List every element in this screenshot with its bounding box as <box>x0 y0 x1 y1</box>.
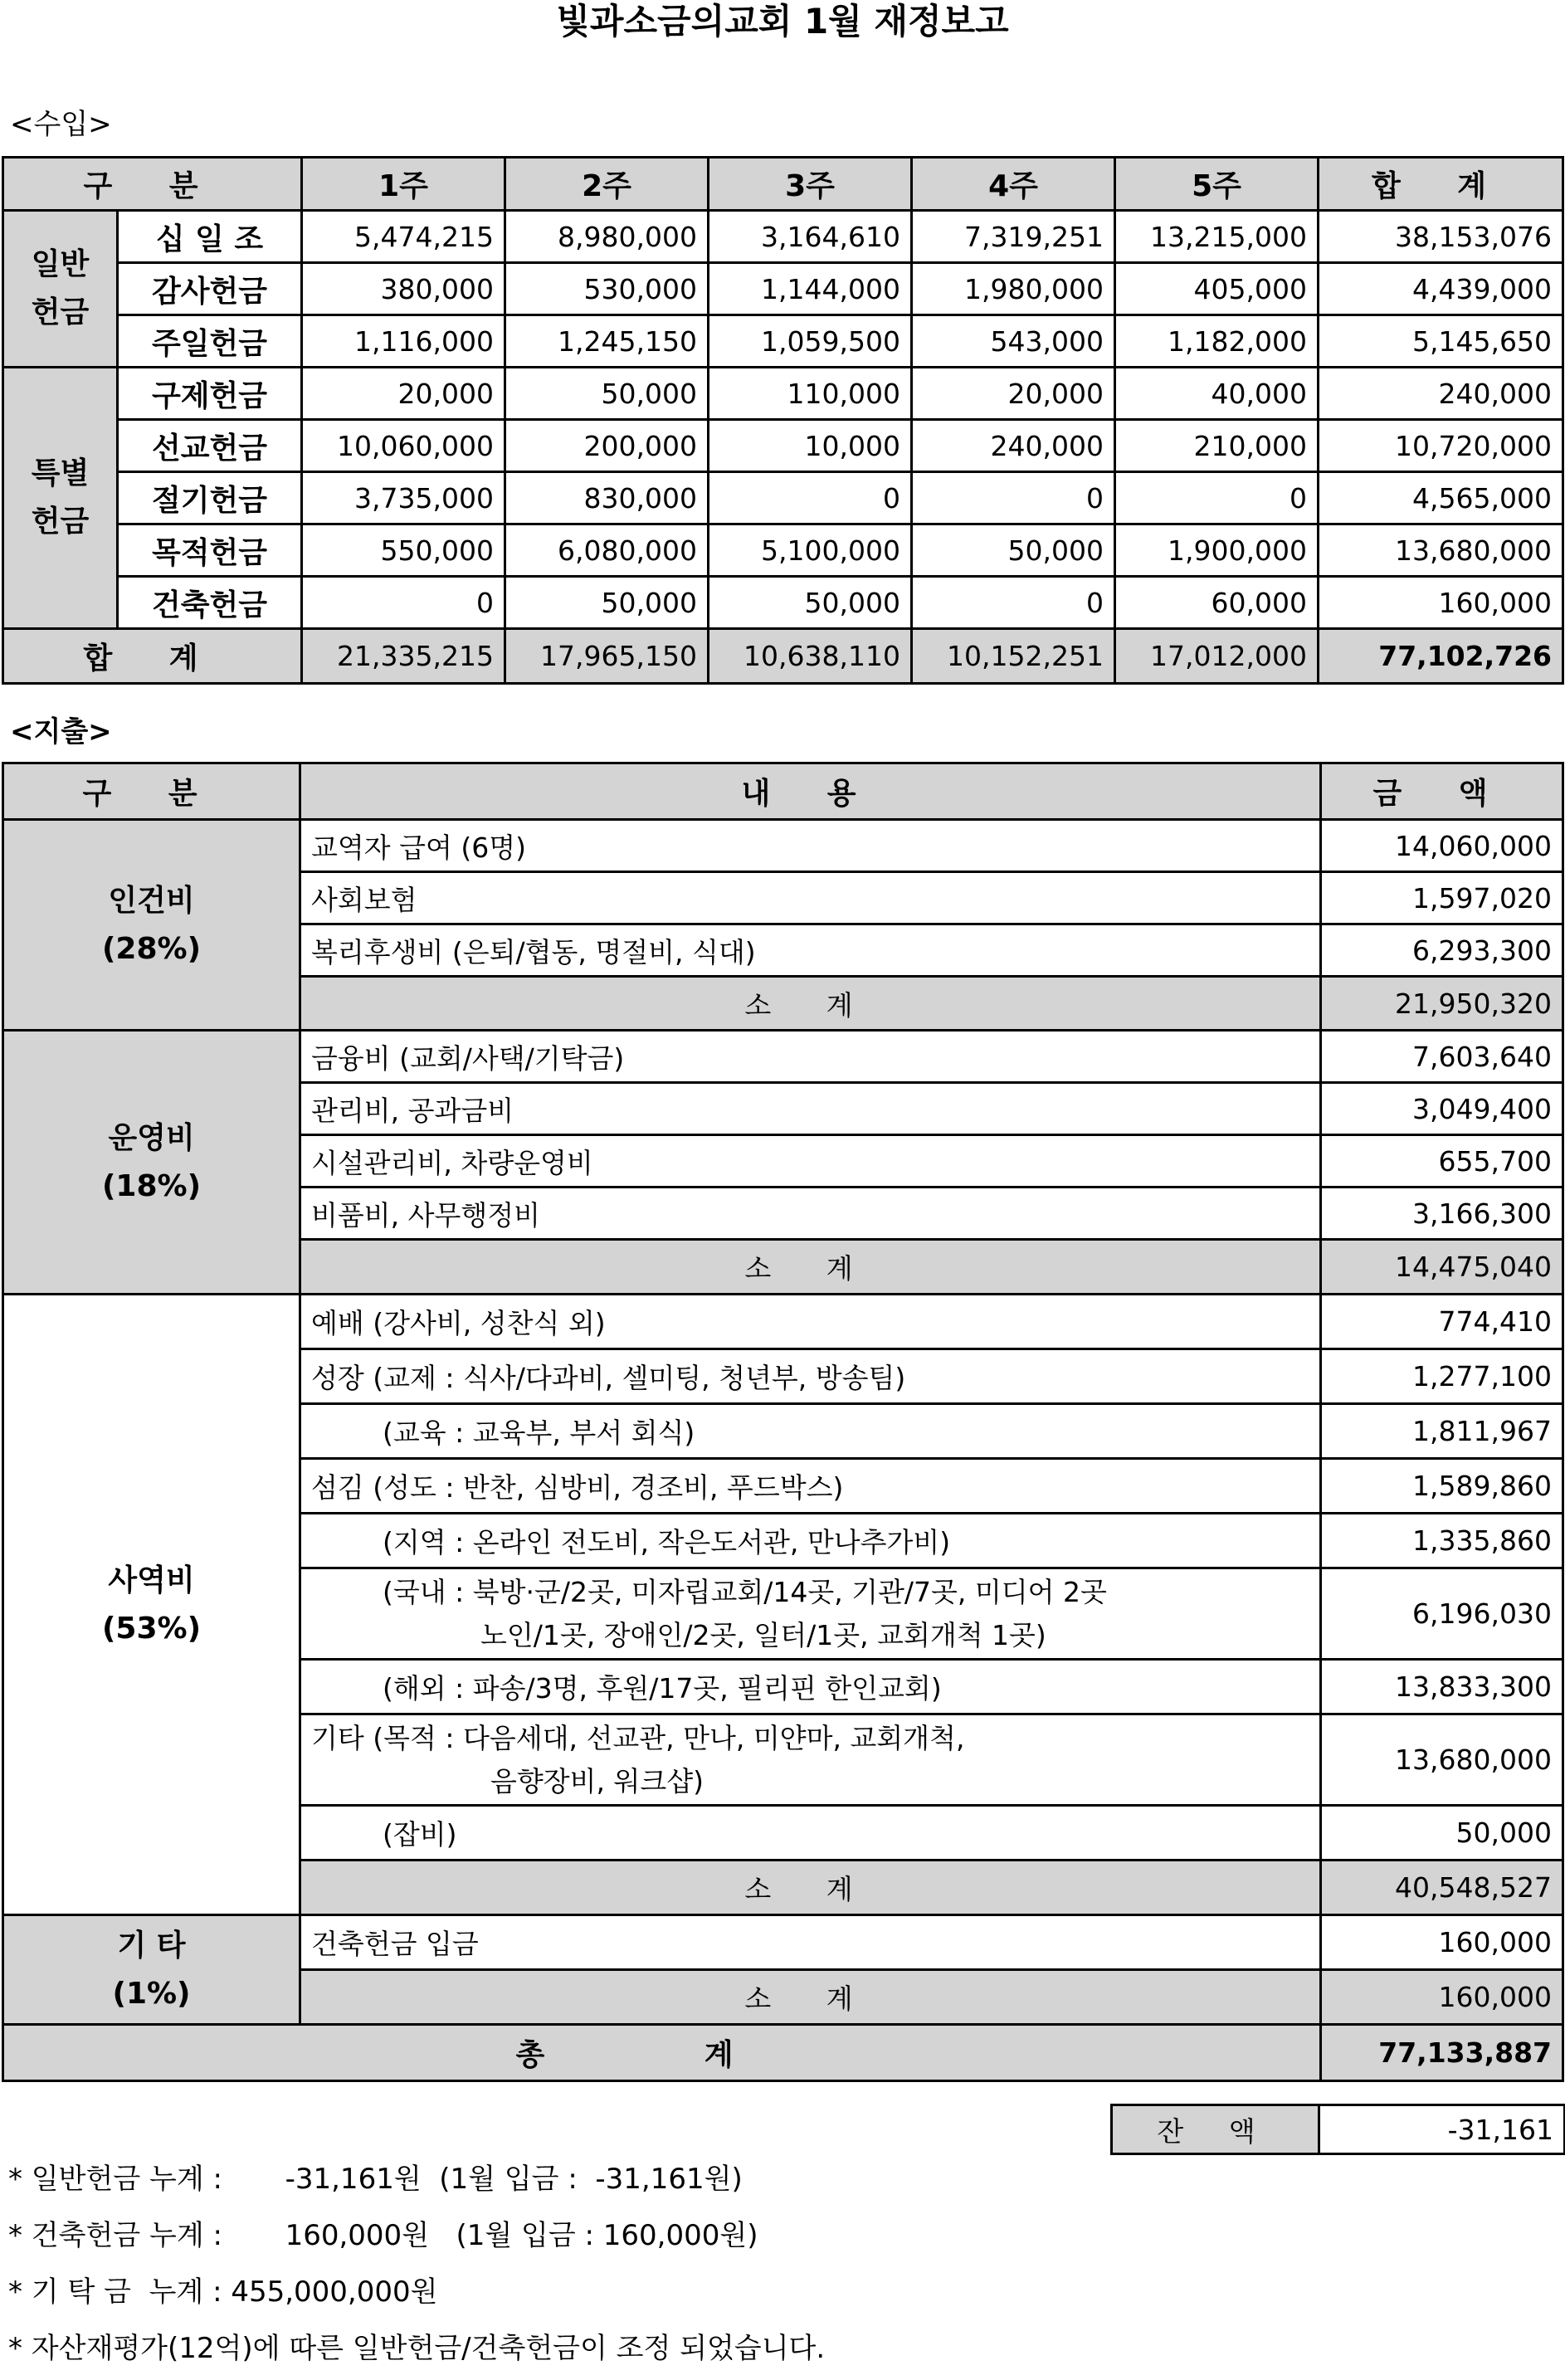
expense-amount: 13,833,300 <box>1321 1660 1563 1714</box>
expense-item: 성장 (교제 : 식사/다과비, 셀미팅, 청년부, 방송팀) <box>300 1349 1321 1404</box>
expense-section-label: <지출> <box>10 715 112 749</box>
income-item-name: 구제헌금 <box>118 368 302 420</box>
income-cell: 5,474,215 <box>302 211 505 263</box>
income-cell: 543,000 <box>912 315 1115 368</box>
income-header-week3: 3주 <box>709 158 912 211</box>
expense-table <box>2 762 1564 2082</box>
income-total-row <box>3 629 1563 684</box>
expense-amount: 3,166,300 <box>1321 1188 1563 1240</box>
income-cell: 1,245,150 <box>505 315 709 368</box>
expense-item: (국내 : 북방·군/2곳, 미자립교회/14곳, 기관/7곳, 미디어 2곳 노인/1곳, 장애인/2곳, 일터/1곳, 교회개척 1곳) <box>300 1568 1321 1660</box>
income-cell: 0 <box>302 577 505 629</box>
income-item-name: 주일헌금 <box>118 315 302 368</box>
income-section-label: <수입> <box>10 108 112 141</box>
income-cell: 0 <box>912 472 1115 524</box>
expense-subtotal-amount: 40,548,527 <box>1321 1861 1563 1915</box>
expense-amount: 14,060,000 <box>1321 820 1563 872</box>
income-cell: 1,182,000 <box>1115 315 1319 368</box>
income-cell: 4,439,000 <box>1319 263 1563 315</box>
income-total-cell: 10,638,110 <box>709 629 912 684</box>
income-cell: 5,145,650 <box>1319 315 1563 368</box>
income-cell: 13,680,000 <box>1319 524 1563 577</box>
income-row <box>3 368 1563 420</box>
expense-item: 섬김 (성도 : 반찬, 심방비, 경조비, 푸드박스) <box>300 1459 1321 1514</box>
note-deposit: * 기 탁 금 누계 : 455,000,000원 <box>8 2275 438 2309</box>
expense-amount: 1,335,860 <box>1321 1514 1563 1568</box>
income-item-name: 감사헌금 <box>118 263 302 315</box>
expense-item: 금융비 (교회/사택/기탁금) <box>300 1031 1321 1083</box>
income-row <box>3 577 1563 629</box>
expense-grand-total-row <box>3 2025 1563 2081</box>
expense-item: (교육 : 교육부, 부서 회식) <box>300 1404 1321 1459</box>
expense-item: 관리비, 공과금비 <box>300 1083 1321 1135</box>
income-cell: 50,000 <box>709 577 912 629</box>
income-cell: 1,116,000 <box>302 315 505 368</box>
income-cell: 38,153,076 <box>1319 211 1563 263</box>
income-item-name: 선교헌금 <box>118 420 302 472</box>
page-title: 빛과소금의교회 1월 재정보고 <box>556 1 1009 41</box>
expense-subtotal-label: 소 계 <box>300 1861 1321 1915</box>
income-total-cell: 17,965,150 <box>505 629 709 684</box>
income-row <box>3 211 1563 263</box>
income-cell: 380,000 <box>302 263 505 315</box>
income-cell: 40,000 <box>1115 368 1319 420</box>
expense-amount: 50,000 <box>1321 1806 1563 1861</box>
income-cell: 240,000 <box>912 420 1115 472</box>
balance-amount: -31,161 <box>1319 2105 1565 2154</box>
income-cell: 0 <box>912 577 1115 629</box>
expense-subtotal-label: 소 계 <box>300 1970 1321 2025</box>
income-cell: 3,164,610 <box>709 211 912 263</box>
expense-amount: 3,049,400 <box>1321 1083 1563 1135</box>
income-cell: 210,000 <box>1115 420 1319 472</box>
expense-item: 기타 (목적 : 다음세대, 선교관, 만나, 미얀마, 교회개척, 음향장비, 워크샵) <box>300 1714 1321 1806</box>
income-item-name: 목적헌금 <box>118 524 302 577</box>
note-general-offering: * 일반헌금 누계 : -31,161원 (1월 입금 : -31,161원) <box>8 2163 743 2196</box>
expense-item: 교역자 급여 (6명) <box>300 820 1321 872</box>
expense-grand-total-label: 총 계 <box>3 2025 1321 2081</box>
income-cell: 1,980,000 <box>912 263 1115 315</box>
expense-item: 시설관리비, 차량운영비 <box>300 1135 1321 1188</box>
expense-subtotal-amount: 160,000 <box>1321 1970 1563 2025</box>
expense-amount: 1,597,020 <box>1321 872 1563 924</box>
income-grand-total: 77,102,726 <box>1319 629 1563 684</box>
expense-header-row <box>3 763 1563 820</box>
expense-group-personnel: 인건비 (28%) <box>3 820 300 1031</box>
income-cell: 1,144,000 <box>709 263 912 315</box>
expense-item: (지역 : 온라인 전도비, 작은도서관, 만나추가비) <box>300 1514 1321 1568</box>
expense-item: (잡비) <box>300 1806 1321 1861</box>
expense-amount: 6,196,030 <box>1321 1568 1563 1660</box>
income-cell: 8,980,000 <box>505 211 709 263</box>
income-cell: 10,060,000 <box>302 420 505 472</box>
income-cell: 830,000 <box>505 472 709 524</box>
income-cell: 6,080,000 <box>505 524 709 577</box>
income-header-week1: 1주 <box>302 158 505 211</box>
expense-amount: 655,700 <box>1321 1135 1563 1188</box>
income-cell: 530,000 <box>505 263 709 315</box>
expense-row <box>3 1915 1563 1970</box>
income-cell: 10,720,000 <box>1319 420 1563 472</box>
income-total-cell: 21,335,215 <box>302 629 505 684</box>
expense-header-amount: 금 액 <box>1321 763 1563 820</box>
expense-amount: 6,293,300 <box>1321 924 1563 977</box>
expense-row <box>3 1295 1563 1349</box>
expense-subtotal-amount: 14,475,040 <box>1321 1240 1563 1295</box>
expense-group-ministry: 사역비 (53%) <box>3 1295 300 1915</box>
expense-subtotal-amount: 21,950,320 <box>1321 977 1563 1031</box>
expense-item: 사회보험 <box>300 872 1321 924</box>
income-item-name: 건축헌금 <box>118 577 302 629</box>
expense-row <box>3 1031 1563 1083</box>
income-cell: 50,000 <box>912 524 1115 577</box>
income-cell: 240,000 <box>1319 368 1563 420</box>
income-cell: 550,000 <box>302 524 505 577</box>
expense-header-category: 구 분 <box>3 763 300 820</box>
income-row <box>3 420 1563 472</box>
income-cell: 1,900,000 <box>1115 524 1319 577</box>
income-cell: 0 <box>1115 472 1319 524</box>
income-header-row <box>3 158 1563 211</box>
expense-item: 예배 (강사비, 성찬식 외) <box>300 1295 1321 1349</box>
expense-amount: 1,811,967 <box>1321 1404 1563 1459</box>
expense-subtotal-label: 소 계 <box>300 977 1321 1031</box>
expense-amount: 1,277,100 <box>1321 1349 1563 1404</box>
expense-item: (해외 : 파송/3명, 후원/17곳, 필리핀 한인교회) <box>300 1660 1321 1714</box>
income-table <box>2 156 1564 685</box>
expense-amount: 13,680,000 <box>1321 1714 1563 1806</box>
income-cell: 4,565,000 <box>1319 472 1563 524</box>
income-cell: 405,000 <box>1115 263 1319 315</box>
expense-grand-total-amount: 77,133,887 <box>1321 2025 1563 2081</box>
expense-amount: 7,603,640 <box>1321 1031 1563 1083</box>
income-cell: 50,000 <box>505 577 709 629</box>
income-cell: 50,000 <box>505 368 709 420</box>
balance-label: 잔 액 <box>1112 2105 1319 2154</box>
income-total-label: 합 계 <box>3 629 302 684</box>
expense-amount: 1,589,860 <box>1321 1459 1563 1514</box>
income-cell: 60,000 <box>1115 577 1319 629</box>
income-cell: 3,735,000 <box>302 472 505 524</box>
income-row <box>3 315 1563 368</box>
income-row <box>3 263 1563 315</box>
income-row <box>3 472 1563 524</box>
income-header-category: 구 분 <box>3 158 302 211</box>
income-cell: 10,000 <box>709 420 912 472</box>
income-cell: 20,000 <box>302 368 505 420</box>
income-row <box>3 524 1563 577</box>
income-cell: 20,000 <box>912 368 1115 420</box>
income-cell: 0 <box>709 472 912 524</box>
notes <box>8 2154 825 2380</box>
income-header-week5: 5주 <box>1115 158 1319 211</box>
note-building-offering: * 건축헌금 누계 : 160,000원 (1월 입금 : 160,000원) <box>8 2219 758 2252</box>
income-item-name: 십 일 조 <box>118 211 302 263</box>
income-header-week2: 2주 <box>505 158 709 211</box>
expense-header-content: 내 용 <box>300 763 1321 820</box>
expense-subtotal-label: 소 계 <box>300 1240 1321 1295</box>
expense-group-operations: 운영비 (18%) <box>3 1031 300 1295</box>
income-cell: 1,059,500 <box>709 315 912 368</box>
income-cell: 7,319,251 <box>912 211 1115 263</box>
income-header-total: 합 계 <box>1319 158 1563 211</box>
income-cell: 13,215,000 <box>1115 211 1319 263</box>
expense-amount: 160,000 <box>1321 1915 1563 1970</box>
income-cell: 200,000 <box>505 420 709 472</box>
expense-item: 건축헌금 입금 <box>300 1915 1321 1970</box>
income-group-general: 일반 헌금 <box>3 211 118 368</box>
expense-amount: 774,410 <box>1321 1295 1563 1349</box>
expense-row <box>3 820 1563 872</box>
expense-item: 비품비, 사무행정비 <box>300 1188 1321 1240</box>
income-total-cell: 10,152,251 <box>912 629 1115 684</box>
income-cell: 160,000 <box>1319 577 1563 629</box>
expense-group-other: 기 타 (1%) <box>3 1915 300 2025</box>
income-total-cell: 17,012,000 <box>1115 629 1319 684</box>
expense-item: 복리후생비 (은퇴/협동, 명절비, 식대) <box>300 924 1321 977</box>
balance-table <box>1110 2104 1565 2155</box>
income-cell: 5,100,000 <box>709 524 912 577</box>
income-item-name: 절기헌금 <box>118 472 302 524</box>
income-cell: 110,000 <box>709 368 912 420</box>
income-header-week4: 4주 <box>912 158 1115 211</box>
income-group-special: 특별 헌금 <box>3 368 118 629</box>
note-revaluation: * 자산재평가(12억)에 따른 일반헌금/건축헌금이 조정 되었습니다. <box>8 2332 826 2365</box>
